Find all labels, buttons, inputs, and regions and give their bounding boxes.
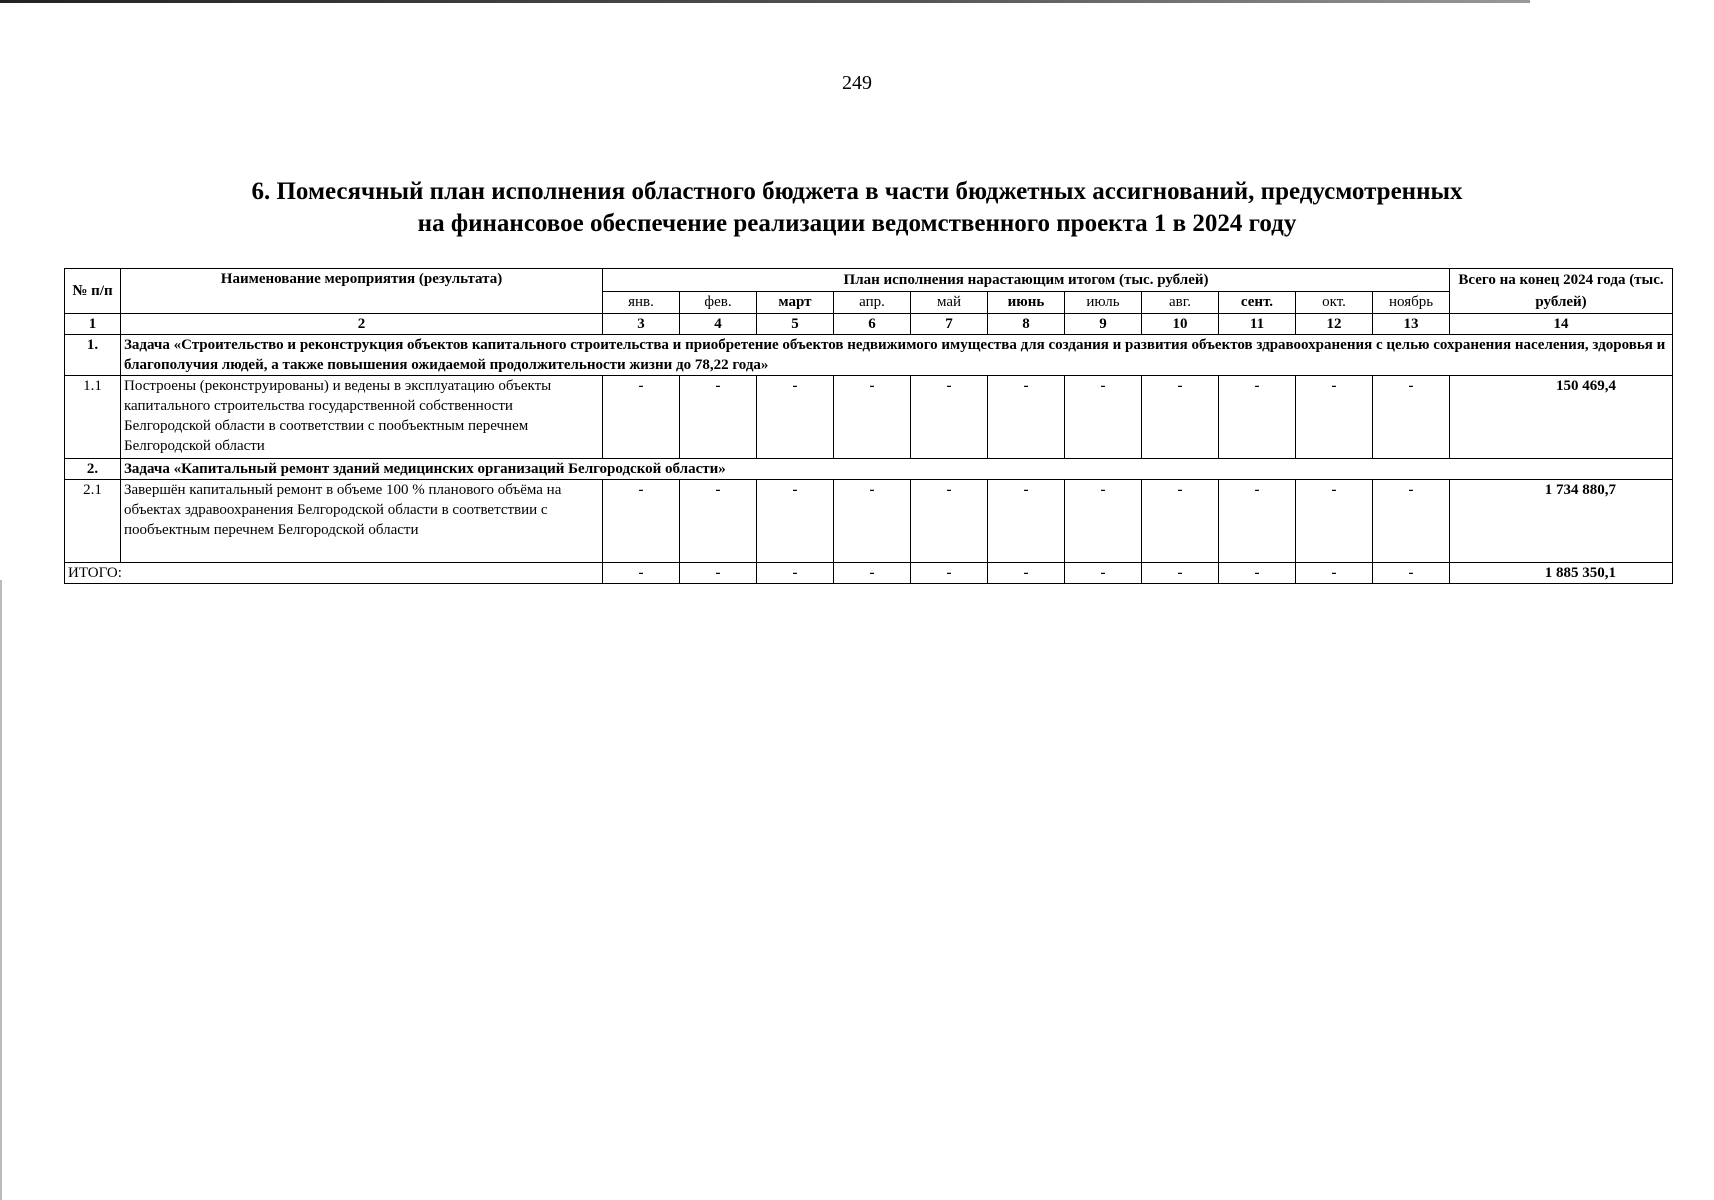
month-value: - (680, 563, 757, 584)
column-number: 14 (1450, 314, 1673, 335)
month-value: - (834, 563, 911, 584)
month-value: - (988, 563, 1065, 584)
month-value: - (911, 376, 988, 459)
page-number: 249 (842, 72, 872, 94)
month-value: - (1142, 480, 1219, 563)
task-text: Задача «Капитальный ремонт зданий медицинских организаций Белгородской области» (121, 459, 1673, 480)
column-number: 8 (988, 314, 1065, 335)
month-header: июль (1065, 291, 1142, 314)
header-num: № п/п (65, 269, 121, 314)
itogo-label: ИТОГО: (65, 563, 603, 584)
column-numbers-row (65, 314, 1673, 335)
column-number: 3 (603, 314, 680, 335)
month-header: окт. (1296, 291, 1373, 314)
column-number: 6 (834, 314, 911, 335)
table-row (65, 376, 1673, 459)
month-value: - (680, 480, 757, 563)
column-number: 1 (65, 314, 121, 335)
month-value: - (834, 376, 911, 459)
item-number: 1.1 (65, 376, 121, 459)
month-value: - (1296, 480, 1373, 563)
item-text: Завершён капитальный ремонт в объеме 100 % планового объёма на объектах здравоохранения Белгородской области в соответствии с пообъектным перечнем Белгородской области (121, 480, 603, 563)
month-value: - (911, 480, 988, 563)
month-value: - (911, 563, 988, 584)
column-number: 11 (1219, 314, 1296, 335)
document-title (0, 176, 1714, 240)
title-line-2: на финансовое обеспечение реализации ведомственного проекта 1 в 2024 году (417, 210, 1297, 237)
month-value: - (1219, 376, 1296, 459)
month-value: - (1296, 563, 1373, 584)
month-value: - (1296, 376, 1373, 459)
task-text: Задача «Строительство и реконструкция объектов капитального строительства и приобретение объектов недвижимого имущества для создания и развития объектов здравоохранения с целью сохранения населения, здоровья и благополучия людей, а также повышения ожидаемой продолжительности жизни до 78,22 года» (121, 335, 1673, 376)
month-value: - (603, 480, 680, 563)
month-value: - (1373, 563, 1450, 584)
month-value: - (1373, 376, 1450, 459)
column-number: 7 (911, 314, 988, 335)
column-number: 2 (121, 314, 603, 335)
month-value: - (757, 563, 834, 584)
title-line-1: 6. Помесячный план исполнения областного бюджета в части бюджетных ассигнований, предусмотренных (251, 178, 1463, 205)
row-total: 150 469,4 (1450, 376, 1673, 459)
month-value: - (1065, 480, 1142, 563)
month-header: сент. (1219, 291, 1296, 314)
column-number: 13 (1373, 314, 1450, 335)
month-header: авг. (1142, 291, 1219, 314)
scan-artifact-line (0, 0, 1530, 3)
header-plan: План исполнения нарастающим итогом (тыс. рублей) (603, 269, 1450, 292)
month-value: - (1142, 563, 1219, 584)
item-text: Построены (реконструированы) и ведены в эксплуатацию объекты капитального строительства государственной собственности Белгородской области в соответствии с пообъектным перечнем Белгородской области (121, 376, 603, 459)
month-header: май (911, 291, 988, 314)
month-header: июнь (988, 291, 1065, 314)
itogo-row (65, 563, 1673, 584)
month-header: март (757, 291, 834, 314)
column-number: 5 (757, 314, 834, 335)
task-number: 2. (65, 459, 121, 480)
month-value: - (1142, 376, 1219, 459)
task-row (65, 335, 1673, 376)
month-value: - (988, 480, 1065, 563)
month-value: - (834, 480, 911, 563)
month-value: - (1373, 480, 1450, 563)
month-value: - (757, 480, 834, 563)
item-number: 2.1 (65, 480, 121, 563)
task-number: 1. (65, 335, 121, 376)
row-total: 1 734 880,7 (1450, 480, 1673, 563)
header-name: Наименование мероприятия (результата) (121, 269, 603, 314)
column-number: 12 (1296, 314, 1373, 335)
column-number: 4 (680, 314, 757, 335)
column-number: 9 (1065, 314, 1142, 335)
month-header: ноябрь (1373, 291, 1450, 314)
month-value: - (680, 376, 757, 459)
month-value: - (757, 376, 834, 459)
month-value: - (603, 376, 680, 459)
month-value: - (1219, 480, 1296, 563)
header-row-1 (65, 269, 1673, 292)
scan-artifact-edge (0, 580, 2, 1200)
budget-plan-table (64, 268, 1673, 584)
month-value: - (603, 563, 680, 584)
task-row (65, 459, 1673, 480)
month-header: апр. (834, 291, 911, 314)
column-number: 10 (1142, 314, 1219, 335)
header-total: Всего на конец 2024 года (тыс. рублей) (1450, 269, 1673, 314)
month-value: - (1065, 376, 1142, 459)
table-row (65, 480, 1673, 563)
month-value: - (988, 376, 1065, 459)
month-header: янв. (603, 291, 680, 314)
month-header: фев. (680, 291, 757, 314)
month-value: - (1065, 563, 1142, 584)
month-value: - (1219, 563, 1296, 584)
grand-total: 1 885 350,1 (1450, 563, 1673, 584)
